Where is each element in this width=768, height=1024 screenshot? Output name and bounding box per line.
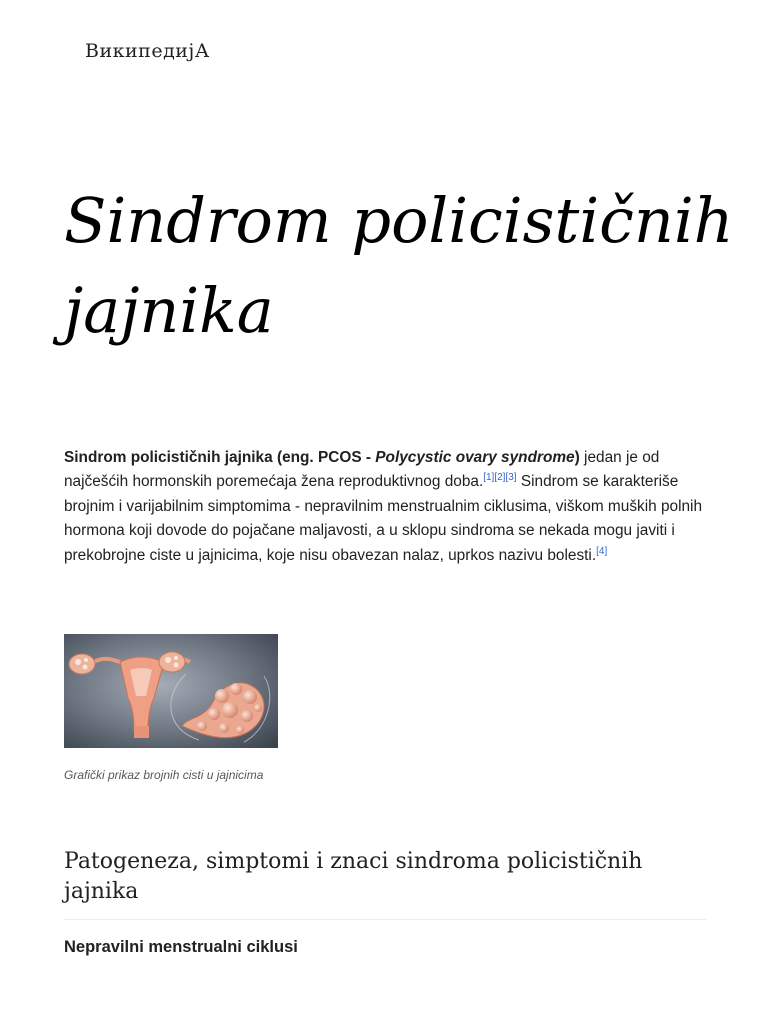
reference-link-1[interactable]: [1] (483, 472, 495, 484)
section-heading-pathogenesis[interactable]: Patogeneza, simptomi i znaci sindroma policističnih jajnika (64, 849, 643, 904)
reference-link-3[interactable]: [3] (505, 472, 517, 484)
intro-text-1: jedan je od najčešćih hormonskih poremećaja žena reproduktivnog doba. (64, 449, 660, 491)
reference-link-2[interactable]: [2] (494, 472, 506, 484)
ovary-cysts-image (64, 634, 278, 748)
intro-bold-term: Sindrom policističnih jajnika (eng. PCOS - Polycystic ovary syndrome) (64, 449, 580, 466)
pcos-illustration[interactable] (64, 634, 278, 748)
reference-link-4[interactable]: [4] (596, 545, 608, 557)
section-divider (64, 919, 706, 920)
intro-english-term: Polycystic ovary syndrome (375, 449, 575, 466)
intro-text-2: Sindrom se karakteriše brojnim i varijabilnim simptomima - nepravilnim menstrualnim ciklusima, viškom muških polnih hormona koji dovode do pojačane maljavosti, a u sklopu sindroma se nekada mogu javiti i prekobrojne ciste u jajnicima, koje nisu obavezan nalaz, uprkos nazivu bolesti. (64, 473, 703, 564)
subsection-heading-irregular-cycles[interactable]: Nepravilni menstrualni ciklusi (64, 938, 298, 956)
figure-caption: Grafički prikaz brojnih cisti u jajnicima (64, 768, 264, 782)
wikipedia-logo[interactable]: ВикипедијА (85, 40, 210, 62)
intro-paragraph (64, 446, 709, 568)
page-title: Sindrom policističnih jajnika (64, 184, 734, 347)
